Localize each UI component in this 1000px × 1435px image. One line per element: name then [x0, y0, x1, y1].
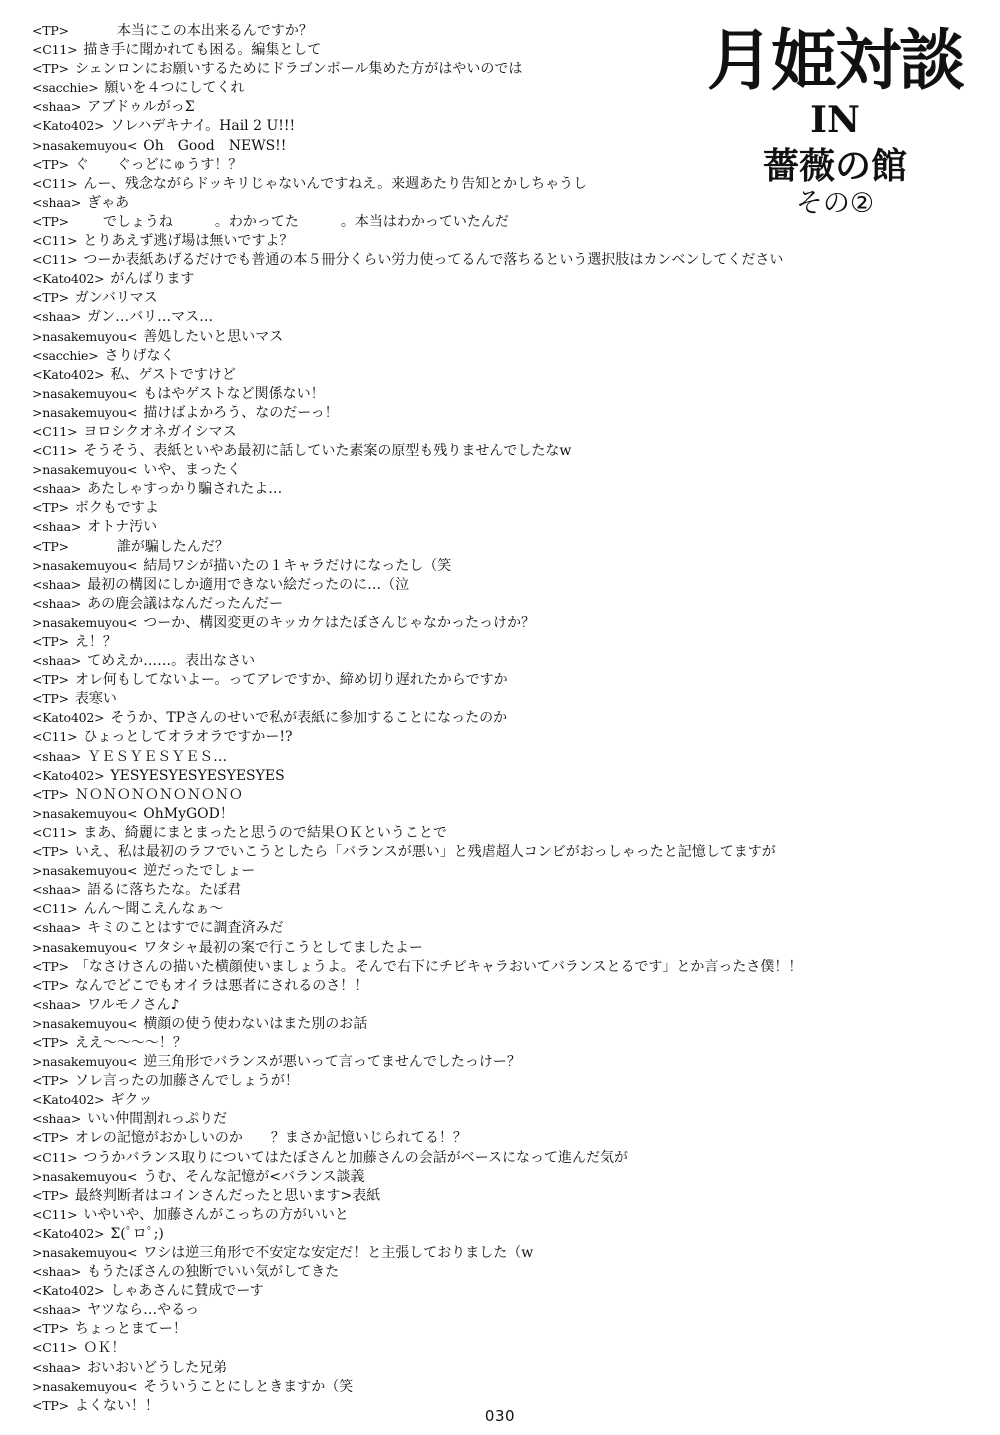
chat-line: [32, 1224, 932, 1243]
chat-text: 「なさけさんの描いた横顔使いましょうよ。そんで右下にチビキャラおいてバランスとるです」とか言ったさ僕！！: [74, 958, 803, 975]
chat-speaker: <shaa>: [32, 882, 82, 898]
chat-speaker: <C11>: [32, 901, 78, 917]
chat-line: [32, 155, 932, 174]
chat-speaker: <C11>: [32, 175, 78, 191]
chat-text: もうたぼさんの独断でいい気がしてきた: [87, 1264, 340, 1281]
chat-speaker: <shaa>: [32, 309, 82, 325]
chat-text: よくない！！: [74, 1397, 159, 1414]
chat-speaker: <shaa>: [32, 1264, 82, 1280]
chat-line: [32, 918, 932, 937]
chat-speaker: <TP>: [32, 1130, 69, 1146]
chat-text: ワシは逆三角形で不安定な安定だ！と主張しておりました（w: [143, 1245, 534, 1261]
chat-text: 私、ゲストですけど: [110, 366, 236, 383]
chat-line: [32, 365, 932, 384]
chat-text: あたしゃすっかり騙されたよ…: [87, 481, 283, 498]
chat-line: [32, 136, 932, 155]
chat-speaker: <TP>: [32, 500, 69, 516]
chat-speaker: <shaa>: [32, 748, 82, 764]
chat-line: [32, 1300, 932, 1319]
chat-text: アブドゥルがっΣ: [87, 99, 195, 116]
chat-speaker: <C11>: [32, 443, 78, 459]
chat-speaker: <Kato402>: [32, 1092, 105, 1108]
chat-text: あの鹿会議はなんだったんだー: [87, 595, 284, 612]
chat-line: [32, 78, 932, 97]
chat-text: つーか、構図変更のキッカケはたぼさんじゃなかったっけか？: [143, 614, 535, 631]
chat-text: 横顔の使う使わないはまた別のお話: [143, 1015, 368, 1032]
chat-text: キミのことはすでに調査済みだ: [87, 920, 284, 937]
chat-speaker: <C11>: [32, 233, 78, 249]
chat-speaker: <shaa>: [32, 653, 82, 669]
chat-text: ええ～～～～！？: [74, 1034, 187, 1051]
chat-line: [32, 307, 932, 326]
chat-speaker: <TP>: [32, 156, 69, 172]
chat-text: んん～聞こえんなぁ～: [83, 901, 224, 918]
chat-line: [32, 97, 932, 116]
chat-line: [32, 1205, 932, 1224]
chat-speaker: <TP>: [32, 977, 69, 993]
chat-speaker: <TP>: [32, 213, 69, 229]
chat-line: [32, 670, 932, 689]
chat-text: 誰が騙したんだ？: [74, 538, 229, 555]
chat-line: [32, 556, 932, 575]
chat-speaker: <TP>: [32, 290, 69, 306]
chat-line: [32, 613, 932, 632]
chat-line: [32, 1052, 932, 1071]
chat-line: [32, 976, 932, 995]
article-title-part: その②: [795, 188, 875, 219]
chat-line: [32, 498, 932, 517]
chat-speaker: <C11>: [32, 824, 78, 840]
chat-text: 逆だったでしょー: [143, 863, 256, 880]
chat-speaker: <TP>: [32, 786, 69, 802]
chat-speaker: >nasakemuyou<: [32, 805, 138, 821]
chat-text: さりげなく: [104, 347, 175, 364]
chat-log: [32, 21, 932, 1415]
chat-text: そうそう、表紙といやあ最初に話していた素案の原型も残りませんでしたなw: [83, 443, 572, 460]
chat-text: ワタシャ最初の案で行こうとしてましたよー: [143, 939, 423, 956]
chat-text: ＯＫ！: [83, 1340, 126, 1357]
article-title-in: IN: [810, 99, 860, 141]
chat-speaker: >nasakemuyou<: [32, 137, 138, 153]
chat-text: おいおいどうした兄弟: [87, 1359, 228, 1376]
chat-line: [32, 651, 932, 670]
chat-speaker: <TP>: [32, 61, 69, 77]
chat-text: なんでどこでもオイラは悪者にされるのさ！！: [74, 977, 369, 994]
chat-speaker: <TP>: [32, 958, 69, 974]
chat-speaker: <C11>: [32, 1206, 78, 1222]
chat-text: オレ何もしてないよー。ってアレですか、締め切り遅れたからですか: [74, 672, 508, 689]
chat-line: [32, 1319, 932, 1338]
chat-text: もはやゲストなど関係ない！: [143, 385, 325, 402]
chat-text: ボクもですよ: [74, 500, 159, 517]
chat-text: そうか、TPさんのせいで私が表紙に参加することになったのか: [110, 710, 508, 727]
chat-text: 逆三角形でバランスが悪いって言ってませんでしたっけー？: [143, 1054, 521, 1071]
chat-line: [32, 1167, 932, 1186]
chat-line: [32, 403, 932, 422]
chat-text: ＹＥＳＹＥＳＹＥＳ…: [87, 748, 228, 765]
chat-speaker: >nasakemuyou<: [32, 863, 138, 879]
chat-line: [32, 1186, 932, 1205]
chat-text: 最終判断者はコインさんだったと思います>表紙: [74, 1187, 381, 1204]
chat-text: ヨロシクオネガイシマス: [83, 423, 237, 440]
chat-speaker: <TP>: [32, 538, 69, 554]
chat-line: [32, 460, 932, 479]
chat-text: いい仲間割れっぷりだ: [87, 1111, 228, 1128]
chat-line: [32, 1071, 932, 1090]
chat-text: いや、まったく: [143, 462, 241, 479]
chat-line: [32, 1014, 932, 1033]
chat-speaker: <TP>: [32, 1034, 69, 1050]
chat-text: しゃあさんに賛成でーす: [110, 1283, 264, 1300]
chat-speaker: <shaa>: [32, 519, 82, 535]
chat-text: ソレハデキナイ。Hail 2 U!!!: [110, 118, 296, 135]
chat-text: ちょっとまてー！: [74, 1321, 187, 1338]
chat-line: [32, 116, 932, 135]
chat-line: [32, 575, 932, 594]
chat-line: [32, 632, 932, 651]
chat-speaker: <C11>: [32, 423, 78, 439]
chat-text: 最初の構図にしか適用できない絵だったのに…（泣: [87, 576, 410, 593]
chat-text: まあ、綺麗にまとまったと思うので結果ＯＫということで: [83, 824, 447, 841]
chat-speaker: <Kato402>: [32, 1283, 105, 1299]
chat-speaker: <TP>: [32, 1187, 69, 1203]
chat-text: 描けばよかろう、なのだーっ！: [143, 404, 339, 421]
chat-text: つーか表紙あげるだけでも普通の本５冊分くらい労力使ってるんで落ちるという選択肢はカンベンしてください: [83, 252, 784, 269]
chat-text: がんばります: [110, 271, 195, 288]
chat-line: [32, 193, 932, 212]
chat-line: [32, 747, 932, 766]
chat-speaker: <TP>: [32, 1073, 69, 1089]
chat-text: Oh Good NEWS!!: [143, 137, 287, 154]
page-number: 030: [484, 1407, 516, 1425]
chat-speaker: <Kato402>: [32, 271, 105, 287]
chat-speaker: >nasakemuyou<: [32, 404, 138, 420]
chat-line: [32, 250, 932, 269]
chat-text: ワルモノさん♪: [87, 996, 180, 1013]
chat-line: [32, 21, 932, 40]
article-title: 月姫対談: [707, 21, 963, 99]
chat-text: でしょうね 。わかってた 。本当はわかっていたんだ: [74, 213, 509, 230]
chat-speaker: >nasakemuyou<: [32, 1168, 138, 1184]
chat-line: [32, 804, 932, 823]
chat-speaker: <shaa>: [32, 1302, 82, 1318]
chat-line: [32, 1033, 932, 1052]
chat-text: 願いを４つにしてくれ: [104, 80, 245, 97]
chat-speaker: <TP>: [32, 672, 69, 688]
chat-line: [32, 422, 932, 441]
chat-line: [32, 708, 932, 727]
chat-speaker: <shaa>: [32, 1111, 82, 1127]
chat-speaker: >nasakemuyou<: [32, 1245, 138, 1260]
chat-line: [32, 727, 932, 746]
chat-line: [32, 899, 932, 918]
chat-line: [32, 479, 932, 498]
chat-speaker: >nasakemuyou<: [32, 385, 138, 401]
chat-text: 表寒い: [74, 691, 117, 708]
chat-line: [32, 1090, 932, 1109]
chat-text: ＮＯＮＯＮＯＮＯＮＯＮＯ: [74, 786, 243, 803]
chat-text: 結局ワシが描いたの１キャラだけになったし（笑: [143, 557, 452, 574]
chat-text: オレの記憶がおかしいのか ？まさか記憶いじられてる！？: [74, 1130, 467, 1147]
chat-speaker: <shaa>: [32, 576, 82, 592]
chat-speaker: <C11>: [32, 1340, 78, 1356]
chat-line: [32, 288, 932, 307]
chat-text: ガン…バリ…マス…: [87, 309, 214, 326]
chat-line: [32, 1377, 932, 1396]
chat-text: ソレ言ったの加藤さんでしょうが！: [74, 1073, 299, 1090]
chat-line: [32, 689, 932, 708]
chat-line: [32, 1128, 932, 1147]
chat-line: [32, 327, 932, 346]
chat-speaker: <Kato402>: [32, 710, 105, 726]
chat-line: [32, 1109, 932, 1128]
chat-speaker: <TP>: [32, 1321, 69, 1337]
chat-speaker: <TP>: [32, 844, 69, 860]
chat-text: んー、残念ながらドッキリじゃないんですねえ。来週あたり告知とかしちゃうし: [83, 175, 588, 192]
chat-speaker: <TP>: [32, 1397, 69, 1413]
chat-line: [32, 231, 932, 250]
chat-text: シェンロンにお願いするためにドラゴンボール集めた方がはやいのでは: [74, 61, 523, 78]
chat-speaker: <TP>: [32, 691, 69, 707]
chat-line: [32, 1148, 932, 1167]
chat-text: YESYESYESYESYESYES: [110, 767, 285, 784]
chat-line: [32, 1281, 932, 1300]
chat-speaker: <C11>: [32, 1149, 78, 1165]
chat-text: ぎゃあ: [87, 194, 130, 211]
chat-line: [32, 1243, 932, 1262]
chat-line: [32, 59, 932, 78]
chat-line: [32, 938, 932, 957]
chat-speaker: <TP>: [32, 634, 69, 649]
chat-speaker: <shaa>: [32, 595, 82, 611]
chat-line: [32, 766, 932, 785]
chat-speaker: <sacchie>: [32, 80, 99, 96]
chat-text: 語るに落ちたな。たぼ君: [87, 882, 242, 899]
chat-line: [32, 995, 932, 1014]
chat-line: [32, 842, 932, 861]
chat-speaker: >nasakemuyou<: [32, 1015, 138, 1031]
chat-line: [32, 957, 932, 976]
chat-speaker: <shaa>: [32, 194, 82, 210]
chat-text: そういうことにしときますか（笑: [143, 1378, 354, 1395]
chat-speaker: >nasakemuyou<: [32, 939, 138, 955]
chat-line: [32, 441, 932, 460]
chat-line: [32, 384, 932, 403]
chat-line: [32, 537, 932, 556]
chat-text: え！？: [74, 634, 117, 650]
chat-speaker: >nasakemuyou<: [32, 328, 138, 344]
chat-text: Σ(ﾟロﾟ;): [110, 1225, 164, 1242]
chat-text: いやいや、加藤さんがこっちの方がいいと: [83, 1206, 349, 1223]
chat-text: うむ、そんな記憶が<バランス談義: [143, 1168, 365, 1185]
chat-text: ガンバリマス: [74, 290, 158, 307]
chat-speaker: >nasakemuyou<: [32, 1054, 138, 1070]
chat-speaker: <C11>: [32, 252, 78, 268]
chat-text: ひょっとしてオラオラですかー!?: [83, 729, 293, 746]
chat-text: つうかバランス取りについてはたぼさんと加藤さんの会話がベースになって進んだ気が: [83, 1149, 629, 1166]
chat-line: [32, 517, 932, 536]
chat-speaker: <shaa>: [32, 920, 82, 936]
chat-speaker: <shaa>: [32, 481, 82, 497]
chat-line: [32, 880, 932, 899]
chat-text: 描き手に聞かれても困る。編集として: [83, 42, 322, 59]
chat-text: ヤツなら…やるっ: [87, 1302, 200, 1319]
chat-text: OhMyGOD！: [143, 805, 234, 822]
chat-line: [32, 1358, 932, 1377]
chat-text: オトナ汚い: [87, 519, 158, 536]
chat-line: [32, 1262, 932, 1281]
chat-speaker: <shaa>: [32, 99, 82, 115]
chat-text: いえ、私は最初のラフでいこうとしたら「バランスが悪い」と残虐超人コンビがおっしゃったと記憶してますが: [74, 844, 776, 861]
chat-text: てめえか……。表出なさい: [87, 653, 256, 670]
chat-text: 善処したいと思いマス: [143, 328, 284, 345]
chat-text: 本当にこの本出来るんですか？: [74, 23, 313, 39]
chat-speaker: >nasakemuyou<: [32, 462, 138, 478]
chat-text: ぐ ぐっどにゅうす！？: [74, 156, 243, 173]
chat-text: ギクッ: [110, 1092, 153, 1109]
chat-speaker: >nasakemuyou<: [32, 557, 138, 573]
chat-speaker: <C11>: [32, 42, 78, 58]
chat-speaker: <Kato402>: [32, 366, 105, 382]
article-title-place: 薔薇の館: [762, 145, 907, 187]
chat-line: [32, 269, 932, 288]
chat-line: [32, 861, 932, 880]
chat-line: [32, 174, 932, 193]
chat-speaker: >nasakemuyou<: [32, 614, 138, 630]
chat-line: [32, 594, 932, 613]
chat-line: [32, 346, 932, 365]
chat-speaker: <Kato402>: [32, 118, 105, 134]
chat-text: とりあえず逃げ場は無いですよ？: [83, 233, 294, 250]
chat-line: [32, 40, 932, 59]
chat-speaker: >nasakemuyou<: [32, 1378, 138, 1394]
chat-speaker: <shaa>: [32, 1359, 82, 1375]
chat-speaker: <Kato402>: [32, 1225, 105, 1241]
chat-line: [32, 785, 932, 804]
chat-speaker: <Kato402>: [32, 767, 105, 783]
chat-line: [32, 1338, 932, 1357]
chat-speaker: <TP>: [32, 23, 69, 38]
chat-speaker: <C11>: [32, 729, 78, 745]
chat-speaker: <shaa>: [32, 996, 82, 1012]
chat-line: [32, 212, 932, 231]
chat-speaker: <sacchie>: [32, 347, 99, 363]
chat-line: [32, 823, 932, 842]
